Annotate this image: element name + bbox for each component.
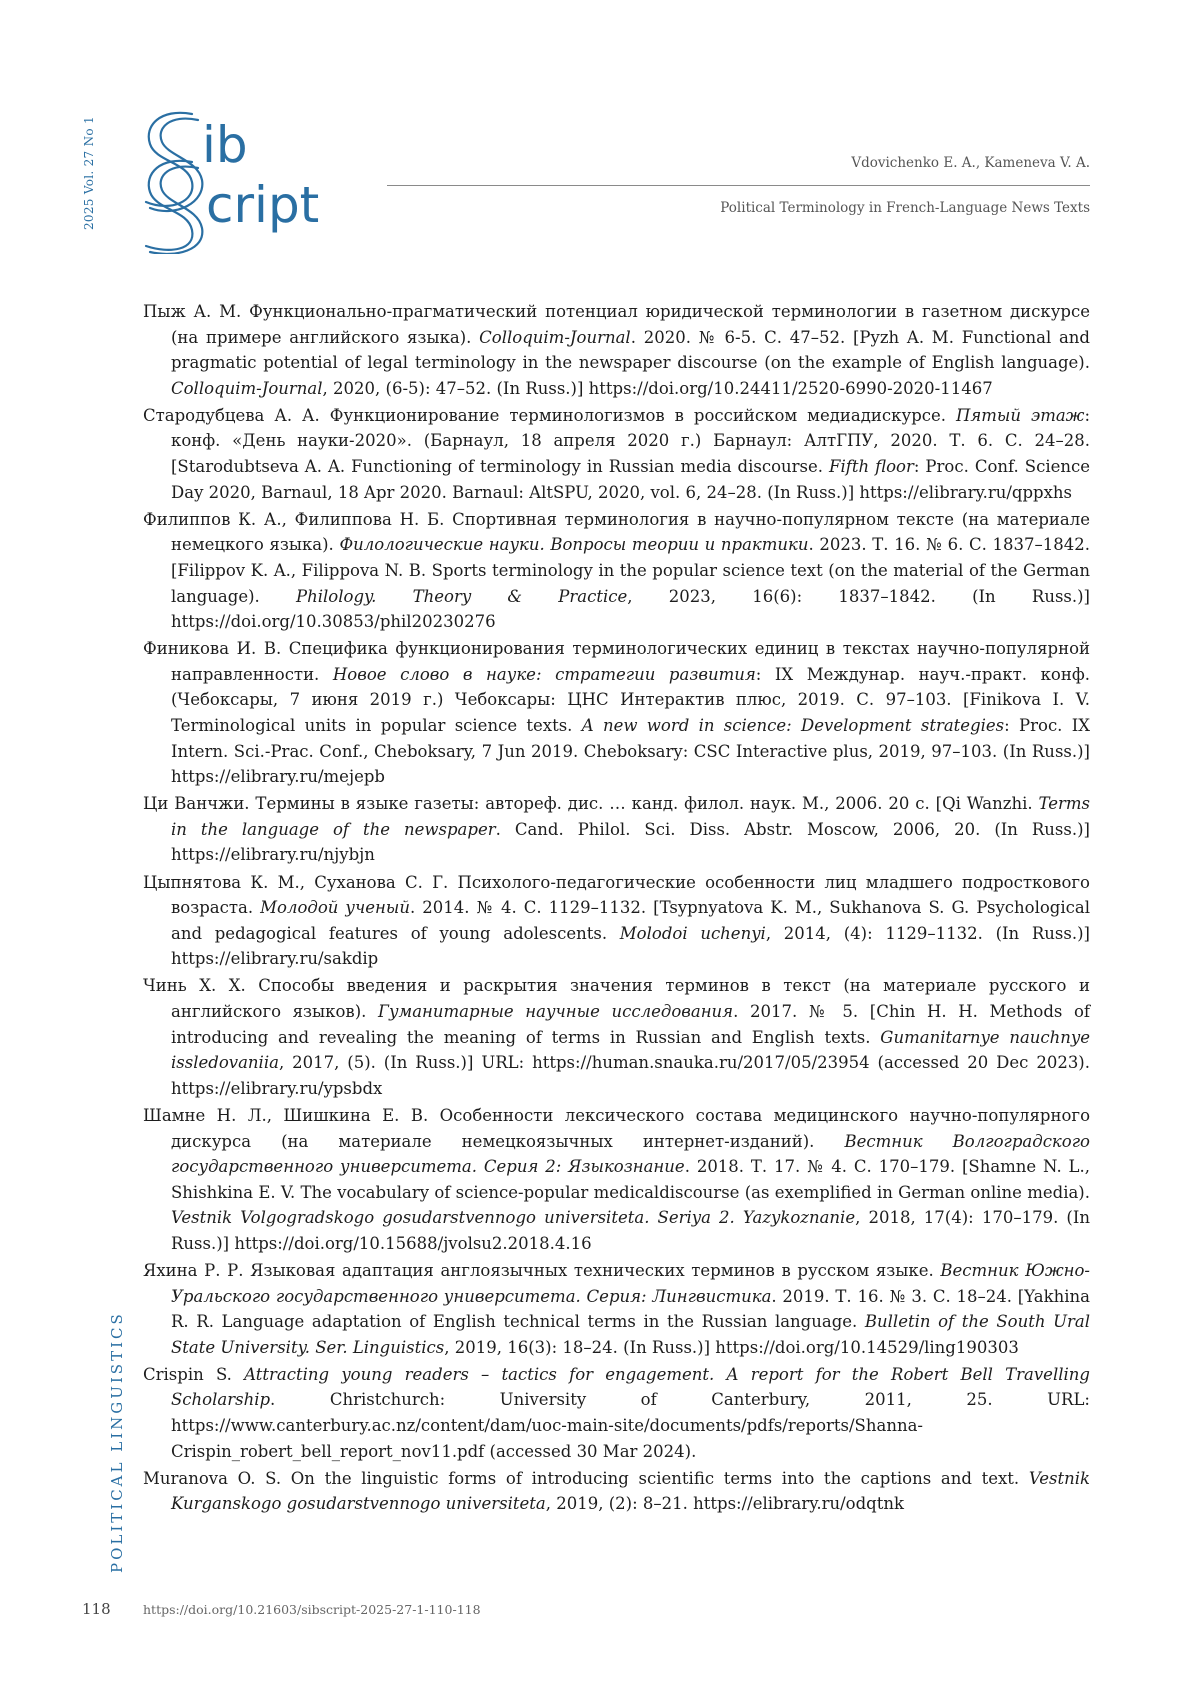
reference-title: Attracting young readers – tactics for engagement. A report for the Robert Bell Travelling Scholarship [171,1364,1090,1410]
reference-text: : конф. «День науки-2020». (Барнаул, 18 апреля 2020 г.) Барнаул: АлтГПУ, 2020. Т. 6. С. 24–28. [Starodubtseva A. A. Functioning of terminology in Russian media discourse. [171,405,1091,477]
reference-item [143,636,1090,790]
reference-text: Финикова И. В. Специфика функционирования терминологических единиц в текстах научно-популярной направленности. [143,639,1090,684]
reference-item [143,973,1090,1101]
reference-title: Molodoi uchenyi [619,923,766,943]
reference-title: Fifth floor [829,457,914,477]
reference-text: , 2017, (5). (In Russ.)] URL: https://human.snauka.ru/2017/05/23954 (accessed 20 Dec 2023). https://elibrary.ru/ypsbdx [171,1053,1090,1098]
reference-title: A new word in science: Development strategies [581,716,1005,735]
reference-title: Vestnik Volgogradskogo gosudarstvennogo universiteta. Seriya 2. Yazykoznanie [171,1208,856,1228]
reference-item [143,1103,1090,1257]
reference-text: Цыпнятова К. М., Суханова С. Г. Психолого-педагогические особенности лиц младшего подросткового возраста. [143,872,1090,918]
reference-text: . Christchurch: University of Canterbury, 2011, 25. URL: https://www.canterbury.ac.nz/content/dam/uoc-main-site/documents/pdfs/reports/Shanna-Crispin_robert_bell_report_nov11.pdf (accessed 30 Mar 2024). [171,1390,1090,1461]
reference-text: Филиппов К. А., Филиппова Н. Б. Спортивная терминология в научно-популярном тексте (на материале немецкого языка). [143,509,1090,555]
reference-list [143,299,1090,1518]
reference-text: Пыж А. М. Функционально-прагматический потенциал юридической терминологии в газетном дискурсе (на примере английского языка). [143,302,1090,347]
reference-title: Terms in the language of the newspaper [171,794,1090,839]
reference-item [143,507,1090,635]
reference-text: Яхина Р. Р. Языковая адаптация англоязычных технических терминов в русском языке. [143,1260,941,1280]
sibscript-logo [140,104,380,254]
reference-text: : Proc. IX Intern. Sci.-Prac. Conf., Cheboksary, 7 Jun 2019. Cheboksary: CSC Interactive plus, 2019, 97–103. (In Russ.)] https://elibrary.ru/mejepb [171,716,1090,787]
reference-item [143,870,1090,972]
reference-title: Новое слово в науке: стратегии развития [332,664,756,684]
svg-text:cript: cript [206,176,320,234]
svg-text:ib: ib [202,116,248,174]
reference-text: . 2014. № 4. С. 1129–1132. [Tsypnyatova K. M., Sukhanova S. G. Psychological and pedagogical features of young adolescents. [171,898,1090,943]
reference-text: . Cand. Philol. Sci. Diss. Abstr. Moscow, 2006, 20. (In Russ.)] https://elibrary.ru/njybjn [171,819,1090,865]
reference-text: . 2023. Т. 16. № 6. С. 1837–1842. [Filippov K. A., Filippova N. B. Sports terminology in the popular science text (on the material of the German language). [171,535,1090,606]
reference-text: . 2017. № 5. [Chin H. H. Methods of introducing and revealing the meaning of terms in Russian and English texts. [171,1002,1091,1047]
journal-volume-label: 2025 Vol. 27 No 1 [82,116,96,230]
reference-text: . 2020. № 6-5. С. 47–52. [Pyzh A. M. Functional and pragmatic potential of legal terminology in the newspaper discourse (on the example of English language). [171,327,1090,373]
reference-text: , 2014, (4): 1129–1132. (In Russ.)] https://elibrary.ru/sakdip [171,923,1090,969]
reference-item [143,791,1090,868]
reference-text: Стародубцева А. А. Функционирование терминологизмов в российском медиадискурсе. [143,405,956,425]
reference-item [143,1258,1090,1360]
reference-title: Гуманитарные научные исследования [378,1002,734,1022]
reference-text: Crispin S. [143,1364,245,1384]
reference-item [143,403,1090,505]
reference-text: . 2018. Т. 17. № 4. С. 170–179. [Shamne N. L., Shishkina E. V. The vocabulary of science-popular medicaldiscourse (as exemplified in German online media). [171,1157,1090,1202]
section-label: POLITICAL LINGUISTICS [108,1311,126,1573]
reference-title: Вестник Волгоградского государственного университета. Серия 2: Языкознание [171,1131,1090,1177]
reference-text: Чинь Х. Х. Способы введения и раскрытия значения терминов в текст (на материале русского и английского языков). [143,976,1090,1022]
reference-title: Молодой ученый [260,898,410,918]
reference-title: Филологические науки. Вопросы теории и практики [339,535,809,555]
reference-title: Gumanitarnye nauchnye issledovaniia [171,1027,1090,1073]
reference-item [143,1466,1090,1517]
reference-text: , 2018, 17(4): 170–179. (In Russ.)] https://doi.org/10.15688/jvolsu2.2018.4.16 [171,1208,1090,1253]
reference-text: Шамне Н. Л., Шишкина Е. В. Особенности лексического состава медицинского научно-популярного дискурса (на материале немецкоязычных интернет-изданий). [143,1105,1090,1151]
header-divider [387,185,1090,186]
reference-text: , 2020, (6-5): 47–52. (In Russ.)] https://doi.org/10.24411/2520-6990-2020-11467 [322,378,993,398]
reference-title: Пятый этаж [955,405,1085,425]
reference-text: : IX Междунар. науч.-практ. конф. (Чебоксары, 7 июня 2019 г.) Чебоксары: ЦНС Интерактив плюс, 2019. С. 97–103. [Finikova I. V. Terminological units in popular science texts. [171,664,1090,735]
reference-item [143,299,1090,401]
reference-text: , 2023, 16(6): 1837–1842. (In Russ.)] https://doi.org/10.30853/phil20230276 [171,586,1090,632]
footer-doi: https://doi.org/10.21603/sibscript-2025-27-1-110-118 [143,1602,481,1617]
reference-title: Vestnik Kurganskogo gosudarstvennogo universiteta [171,1468,1090,1514]
reference-text: , 2019, (2): 8–21. https://elibrary.ru/odqtnk [545,1494,904,1514]
reference-text: . 2019. Т. 16. № 3. С. 18–24. [Yakhina R. R. Language adaptation of English technical terms in the Russian language. [171,1286,1090,1332]
reference-text: : Proc. Conf. Science Day 2020, Barnaul, 18 Apr 2020. Barnaul: AltSPU, 2020, vol. 6, 24–28. (In Russ.)] https://elibrary.ru/qppxhs [171,457,1090,502]
running-head-authors: Vdovichenko E. A., Kameneva V. A. [851,155,1090,171]
reference-text: Muranova O. S. On the linguistic forms of introducing scientific terms into the captions and text. [143,1468,1029,1488]
reference-title: Colloquim-Journal [171,378,323,398]
reference-text: Ци Ванчжи. Термины в языке газеты: автореф. дис. … канд. филол. наук. М., 2006. 20 с. [Qi Wanzhi. [143,794,1039,814]
reference-title: Вестник Южно-Уральского государственного университета. Серия: Лингвистика [171,1260,1090,1306]
reference-title: Bulletin of the South Ural State University. Ser. Linguistics [171,1312,1090,1357]
reference-title: Colloquim-Journal [479,327,631,347]
page-number: 118 [82,1600,111,1618]
running-head-title: Political Terminology in French-Language News Texts [720,200,1090,216]
reference-item [143,1362,1090,1464]
reference-title: Philology. Theory & Practice [296,586,628,606]
reference-text: , 2019, 16(3): 18–24. (In Russ.)] https://doi.org/10.14529/ling190303 [444,1337,1019,1357]
